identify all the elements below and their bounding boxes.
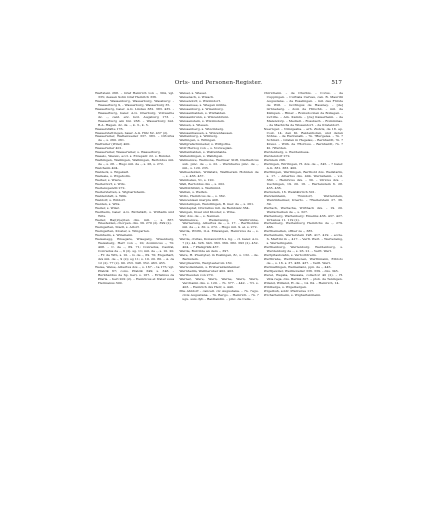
- index-entry: Wellendingen, s. Walidigen.: [179, 154, 224, 159]
- index-entry: Weissenburg, s. Wizenburg.: [179, 106, 224, 111]
- index-entry: Wasserburg, baier. A.G. Lindau 382. 383. 435. – Wasserburg, baier. A.G. Oberburg, Vohwarne dz. –, cant. erz. bzd. Augsburg 173. – Wasserburg am Inn 268. – Wasserburg bzd. B.A. Hagen. dz. ds. –, k. 3., k. 5.: [95, 106, 175, 127]
- index-entry: Waldeck, s. Wigekarl.: [95, 170, 130, 175]
- index-entry: Weisenegg, Wisegare, Wisegarg, Wisenberg, Weissberg, Herr von –, 10; dominicus –, 70. 408. – C. de –, 69. 71; Conradus, Castral, Conradus de –, 9 (2). sg. 11; mil. de –, s. 10. 20. – Fr. de Wfn, s. 10. – G. de –, 69. 70; Engelhart, dzs mil. de –, 9 (2); sg 11; s. 10. 20. 80. – A. de 12 (2). 77 (2). 90. 253. 348. 352. 463. 455.: [95, 237, 175, 265]
- index-entry: Weissenhausen, s. Wizzenhausen.: [179, 130, 234, 135]
- index-entry: Wasserwiler, Wasserwiler, s. Wasserburg.: [95, 150, 161, 155]
- index-entry: Weissenbrunn, s. Wizzenbrunn.: [179, 114, 230, 119]
- index-entry: Wiland, Willand, H. de –, 14. 84. – Heinrich, 14.: [263, 280, 340, 285]
- index-entry: Wasserstätte 176.: [95, 126, 124, 131]
- index-entry: Wendeplaf, Orwrellus mll. de Beinbiatz 364.: [179, 205, 250, 210]
- index-entry: Walcheim 404.: [95, 166, 119, 171]
- index-entry: Weiher, s. Wiere.: [95, 177, 122, 182]
- index-column-middle: [179, 92, 258, 417]
- index-entry: Welfen, s. Welfen.: [179, 189, 208, 194]
- index-entry: Wicharteinheim, s. Wigharteinheim.: [263, 292, 322, 297]
- index-entry: Wernstein, 16. Weistäbrüch 301.: [263, 189, 316, 194]
- index-entry: Weilheim, baier. A.G. Bichstädt, s. Wilhalm und Wits.: [95, 209, 175, 218]
- index-entry: Wendelingen, Wendlingen, B. mer. de –, s. 261.: [179, 201, 255, 206]
- index-entry: Weissenstein, s. Wizzinstein.: [179, 118, 225, 123]
- index-entry: Wall, Bertoldus dzs –, s. 202.: [179, 181, 226, 186]
- index-entry: Wertlingen, Wertlingen, Berthold dzs. Weilstarm, s. 17. – Albertus dzs. 404. Wernsheim. – v.d. 360. – Heinricus dzs. – 30. – Ulricus dzs. – Uechingen, 19. 20. 16. – Hertenstein 6. 28. 435. 436.: [263, 170, 343, 190]
- index-entry: Weingarten, Stadt, s. Altorf.: [95, 225, 140, 230]
- index-entry: Weiler, s. Wiler.: [95, 205, 120, 210]
- index-entry: Chiricheim. – de Churbis. – Corus. – de Cuppingen. – Curtiala Carvau, can. B. Mauritii Augustane. – de Esselingen. – mil. des Fürste de Wilt. – Gotfingus de Hassney. – [de] Grüneberg. – dom de Hirschb. – mil. de Kämpen. – Hiner. – Romsdoczien de Bollegen. – loctilte. – Ain. Kamm. – [de] Kaiserheim. – de Malendorp. – Mediell. – Rossbach. – Romminas. – de Mazhichs de Wissendorf. – de Krateldorf.: [263, 92, 343, 127]
- index-entry: Wenzenisen marpre 408.: [179, 197, 219, 202]
- index-entry: Walderstatt, s. Wilk.: [95, 193, 128, 198]
- index-entry: Wasserwiler 401.: [95, 146, 123, 151]
- index-entry: Wernlein 296.: [263, 158, 286, 163]
- index-column-right: [264, 92, 343, 417]
- index-entry: Wigelbuh, soldr. Pfarrenve 117.: [263, 288, 315, 293]
- index-entry: Mie Ahldorf – cancell. civ Augustana. – ?n. ?ugu. civis Augustana. – ?n. Bergo. – Heinrich. – ?n. ?ugu. suis dyb – Baidlandin. – pinc. de Celle. –: [179, 288, 259, 301]
- index-entry: Wengen, Insel und Kloster, s. Wine.: [179, 209, 236, 214]
- index-entry: Wergtiewirm, Wergtesterom 130.: [179, 260, 233, 265]
- index-entry: Werthemellen, offber ze –, 385.: [263, 229, 314, 234]
- index-entry: Weitbühlbild, s. Weitmind.: [179, 185, 222, 190]
- index-entry: Wartstein 268. – Graf Heinrich von –, 304, vgl. 335; dessen Sohn Graf Heinrich 336.: [95, 92, 175, 99]
- index-entry: Weitingen, s. Witingen.: [179, 138, 217, 143]
- index-entry: Werel, Wepsla, Wessaia, collector 40 (2). – H. villa rega. dzs. Barmk 307. – ptob. de Teningen.: [263, 272, 343, 281]
- index-entry: Wolf Herzog von –, s. Norwegian.: [179, 146, 233, 151]
- index-entry: Weingarten, Kloster, s. Wingarten.: [95, 229, 150, 234]
- index-columns: [95, 92, 343, 417]
- index-entry: Welmenwe, Welmone, Wernuar Stiff, Diethericus sub. pinc. de –, s. 22. – Wernherus pinc. de –, mil., s. 120. 235.: [179, 158, 259, 171]
- index-entry: Welbesfelden, Wilistatz, Waltheram Hohnlen de –, s. 436. 437.: [179, 170, 259, 179]
- index-entry: Weiden, s. Wits.: [95, 201, 121, 206]
- index-entry: Weisen, s. Wiesen.: [179, 122, 209, 127]
- page-number: 517: [331, 80, 342, 86]
- index-entry: Wermalfingen, Weimelianz, ppn. de –, 445.: [263, 264, 332, 269]
- index-entry: Weisendorf, s. Wizzindorf.: [179, 98, 221, 103]
- index-entry: Werdendorf 272.: [263, 154, 291, 159]
- index-entry: Werzleinheim, ?Vundorf, Wetterstein, Wenrinheimer, Uberto. – ?Weiterstein 27. 36. 39.: [263, 193, 343, 206]
- index-entry: Weitenspendli 272.: [95, 185, 126, 190]
- index-column-left: [95, 92, 174, 417]
- index-entry: Walhingen, Wailingen, Walhingen, Bertoldus mil. de –, s. 28. – Hugo mil. de –, s. 26, s. 272.: [95, 158, 175, 167]
- index-entry: Werda, Wörth, O.A. Ellwangen, Heinricus de –, s. 77.: [179, 229, 259, 238]
- index-entry: Weisensch, s. Wisach.: [179, 94, 215, 99]
- index-entry: Wernhelim, Wellheruber 402. 403.: [179, 268, 235, 273]
- running-title: Orts- und Personen-Register.: [174, 80, 263, 86]
- index-entry: Weiterstetten, s. Wigbartsheim.: [95, 189, 146, 194]
- index-entry: Waldorf, s. Wildorf.: [95, 197, 126, 202]
- index-entry: Weringen, Wirringen, H. dzs. de –, 345. – ? baier. A.G. 381. 383. 400.: [263, 162, 343, 171]
- index-entry: Welfenhalden, s. Welfenhalde.: [179, 150, 228, 155]
- index-entry: Werthrabe, Werthfenunen, Werthmann, Elbtoto de –, s. 16. s. 37. 436. 437. – Verfl. Wert.: [263, 257, 343, 265]
- index-entry: Wertenheim, Werterstein 198. 417. 419. – eccle. S. Martini in –, 417. – Verfl. Wert. – Werteraing, s. Werteringehn.: [263, 233, 343, 246]
- index-entry: Weiler, Ba(l)r(e)iten dzs. mll. –, s. 367. Wiesfelden, chorpen. dzs. 39. 270 (2). 399 (2).: [95, 217, 175, 226]
- index-entry: Wildberge, s. Wigelbergen.: [263, 284, 308, 289]
- index-entry: Wertach, Wertacha, Wirthach dzs. – 19. 20. Weitscheiben de –, s. 327.: [263, 205, 343, 214]
- index-entry: Weisel, s. Wiesel.: [179, 92, 207, 95]
- index-entry: Weissensee, s. Wiegen mühle.: [179, 102, 228, 107]
- index-entry: Werde, civitas, Donauwörth s. hg. – ct. baier. A.G. ? (2). 44. 326. 343. 363. 369. 382. 393 (2). 452. 404. – ? Pfalzgräfs 437.: [179, 237, 259, 250]
- index-entry: Weissenberg, s. Wizzinberg.: [179, 126, 225, 131]
- index-entry: Welfgrafschmieder, s. Wilfgothe.: [179, 142, 232, 147]
- index-entry: Wollo, Heinricus de –, s. 362.: [179, 193, 226, 198]
- index-entry: Weiterdorf, s. Wits.: [95, 181, 126, 186]
- index-entry: Wertpflaubzahn, s. Verborfdreim.: [263, 253, 317, 258]
- index-entry: Wernollenheim, s. Erzberaldenheimer.: [179, 264, 241, 269]
- index-entry: Were, H. Presbyter, in Esslingen, 8c, s. 132. – de. Bernstein.: [179, 253, 259, 262]
- index-entry: Werner, Were, Wern, Werne, Wern, Wern, Verchanin dzs. s. 120. – ?n. 377. – 442. – ?ri. s. 403. – Heinrich dzs Herr, s. 440.: [179, 276, 259, 289]
- index-entry: Weise, Weise, Albertus dzs –, s. 167. – ta 175; vgl. Pfalzik 67; cons. Pfalzik 349; s. 348. – Burkhardus de Sp. heri, s. 167. – Erlwinus de Pfaris. – heri 202 (2). – Heinricus et frater suus Hermanus 300.: [95, 264, 175, 285]
- index-entry: Wartenberg, Wartenberg: Emelins 436. 437. 427. Urbanus 11. 119 (2).: [263, 213, 343, 222]
- index-entry: Wattwiler (Wiler) 400.: [95, 142, 131, 147]
- index-entry: Waselo, Wezelo, eccl. s. Erzepatr. 22. s. Bundel.: [95, 154, 171, 159]
- index-entry: Werdenberg, s. Werdenbesa.: [263, 150, 310, 155]
- index-entry: Weinheim, s. Wineheim.: [95, 233, 134, 238]
- index-entry: Wasserwiler, Wattenweiler 337. 383. – Ortolfus de –, s. 260. 261.: [95, 134, 175, 143]
- index-entry: Werthenburg, Wertenburg. Werdenburg, s. Werdenburg de –, s. 26. 21. – Verfl. Wert.: [263, 245, 343, 254]
- index-entry: Nuernger. – Nimigesha. – erh. Zistzis, de 18. ep. Cost. 14. den Kl. Reidenhofen, und deren Söhne. – de Herrenalb. – ?n. ?Burgeles. – ?n. ?Schmid. – Grafen in Hegelau, – Bernhardt, ?n. ?Kreuz. – Wilh. de ?Hornuu. – Bernhardt, ?n. ?Kl. ?Werden.: [263, 126, 343, 151]
- index-entry: Wasmer, Wassenburg, Wasserburg, Wassburg: – Wasserburg 9, – Wasserburg, Wasserburg 35.: [95, 98, 175, 107]
- index-entry: Weilmenwe, Weilenwung, Weilbrunne, Wernerung, Albertus de –, s. 17. – Bertholdus mil. de –, s. 30. s. 272. – Hugo mil. 9. el. s. 272.: [179, 217, 259, 230]
- index-entry: Wer, dzs. de –, s. Nennen.: [179, 213, 221, 218]
- index-entry: Weinbelau, 51, s. 120.: [179, 177, 215, 182]
- index-entry: Welfenburg, s. Wiliburg.: [179, 134, 219, 139]
- index-entry: Werde, Burcilde an dem –, 397.: [179, 249, 230, 254]
- page-header: [95, 80, 342, 90]
- index-entry: Wertljewiler, Weilmoteller 336. 339. – dzs. 345.: [263, 268, 339, 273]
- index-entry: Wailesie, s. Wigeholm.: [95, 174, 131, 179]
- index-entry: Wertenberg, Wertenburg Heinrichs de –, 279. 466.: [263, 221, 343, 230]
- index-entry: Weissenhalden, s. Wizhalden.: [179, 110, 227, 115]
- index-entry: Werrheuden von 270.: [179, 272, 214, 277]
- index-entry: Wasserstettingen, baier. A.G. Hitz 62. 437 (2).: [95, 130, 169, 135]
